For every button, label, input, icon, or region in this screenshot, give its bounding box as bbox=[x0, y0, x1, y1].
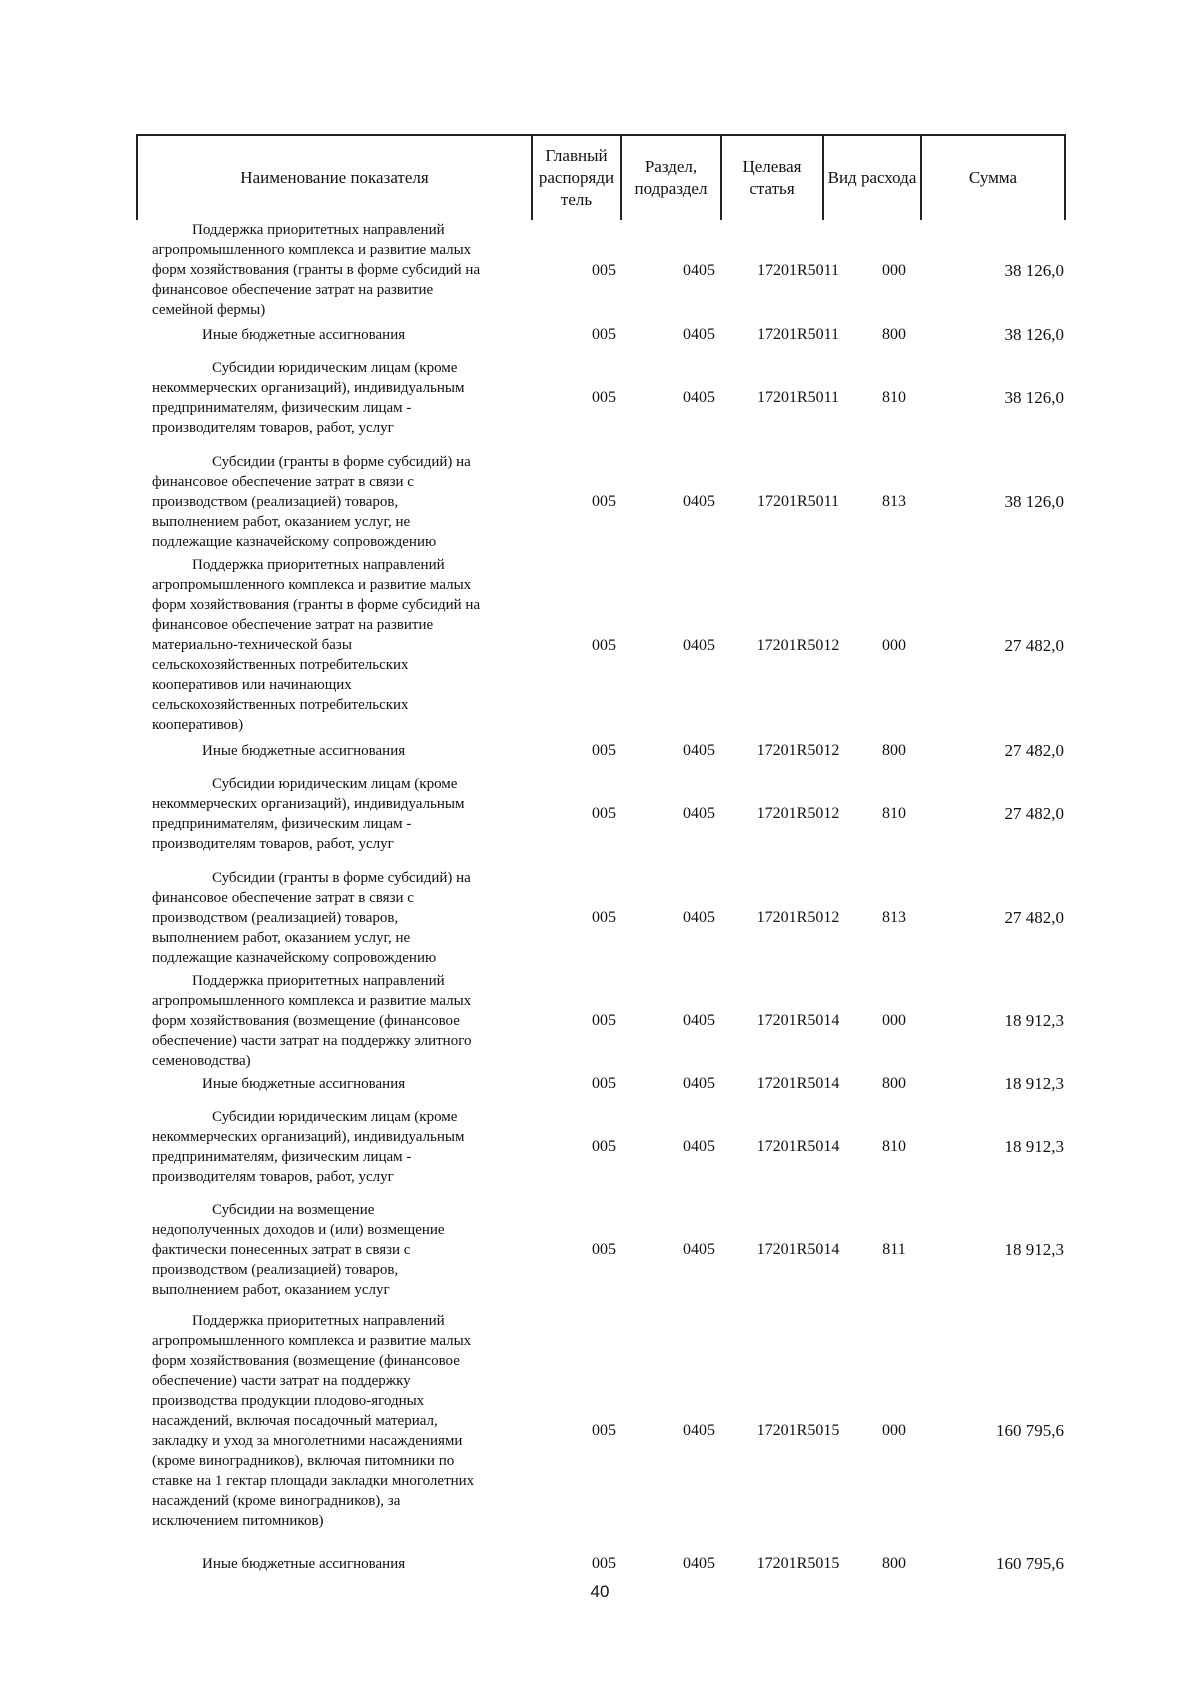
cell-vid: 000 bbox=[882, 1012, 906, 1029]
cell-vid: 800 bbox=[882, 1555, 906, 1572]
row-name: Поддержка приоритетных направлений агропромышленного комплекса и развитие малых форм хозяйствования (возмещение (финансовое обеспечение) части затрат на поддержку производства продукции плодово-ягодных насаждений, включая посадочный материал, закладку и уход за многолетними насаждениями (кроме виноградников), включая питомники по ставке на 1 гектар площади закладки многолетних насаждений (кроме виноградников), за исключением питомников) bbox=[152, 1313, 475, 1529]
cell-vid: 800 bbox=[882, 742, 906, 759]
cell-glav: 005 bbox=[592, 1075, 616, 1092]
cell-vid: 813 bbox=[882, 493, 906, 510]
table-row bbox=[136, 358, 1066, 438]
header-summa: Сумма bbox=[968, 168, 1018, 187]
cell-glav: 005 bbox=[592, 389, 616, 406]
cell-glav: 005 bbox=[592, 637, 616, 654]
cell-vid: 813 bbox=[882, 909, 906, 926]
cell-cel: 17201R5014 bbox=[756, 1012, 840, 1029]
row-name: Субсидии юридическим лицам (кроме некоммерческих организаций), индивидуальным предпринимателям, физическим лицам - производителям товаров, работ, услуг bbox=[152, 360, 465, 436]
row-name: Субсидии (гранты в форме субсидий) на финансовое обеспечение затрат в связи с производством (реализацией) товаров, выполнением работ, оказанием услуг, не подлежащие казначейскому сопровождению bbox=[152, 870, 471, 966]
cell-vid: 810 bbox=[882, 389, 906, 406]
cell-cel: 17201R5014 bbox=[756, 1241, 840, 1258]
cell-cel: 17201R5015 bbox=[756, 1555, 840, 1572]
cell-glav: 005 bbox=[592, 1138, 616, 1155]
table-row bbox=[136, 555, 1066, 737]
table-row bbox=[136, 1200, 1066, 1300]
cell-glav: 005 bbox=[592, 262, 616, 279]
table-row bbox=[136, 741, 1066, 761]
cell-sum: 27 482,0 bbox=[1004, 741, 1064, 760]
cell-glav: 005 bbox=[592, 909, 616, 926]
cell-vid: 810 bbox=[882, 805, 906, 822]
table-row bbox=[136, 325, 1066, 345]
header-glav: Главный распоряди тель bbox=[538, 146, 615, 209]
cell-glav: 005 bbox=[592, 742, 616, 759]
cell-sum: 27 482,0 bbox=[1004, 636, 1064, 655]
cell-razdel: 0405 bbox=[683, 1241, 715, 1258]
header-border-right bbox=[1064, 134, 1066, 220]
row-name: Субсидии на возмещение недополученных доходов и (или) возмещение фактически понесенных затрат в связи с производством (реализацией) товаров, выполнением работ, оказанием услуг bbox=[152, 1202, 445, 1298]
cell-razdel: 0405 bbox=[683, 909, 715, 926]
cell-sum: 18 912,3 bbox=[1004, 1011, 1064, 1030]
cell-cel: 17201R5011 bbox=[756, 389, 840, 406]
cell-vid: 811 bbox=[882, 1241, 906, 1258]
row-name: Поддержка приоритетных направлений агропромышленного комплекса и развитие малых форм хозяйствования (возмещение (финансовое обеспечение) части затрат на поддержку элитного семеноводства) bbox=[152, 973, 472, 1069]
cell-sum: 38 126,0 bbox=[1004, 325, 1064, 344]
row-name: Иные бюджетные ассигнования bbox=[202, 743, 406, 759]
cell-razdel: 0405 bbox=[683, 1075, 715, 1092]
cell-cel: 17201R5012 bbox=[756, 637, 840, 654]
cell-vid: 000 bbox=[882, 637, 906, 654]
cell-glav: 005 bbox=[592, 1012, 616, 1029]
header-name: Наименование показателя bbox=[240, 168, 429, 187]
cell-sum: 160 795,6 bbox=[996, 1554, 1064, 1573]
cell-cel: 17201R5015 bbox=[756, 1422, 840, 1439]
cell-sum: 18 912,3 bbox=[1004, 1074, 1064, 1093]
cell-cel: 17201R5014 bbox=[756, 1075, 840, 1092]
cell-sum: 160 795,6 bbox=[996, 1421, 1064, 1440]
row-name: Поддержка приоритетных направлений агропромышленного комплекса и развитие малых форм хозяйствования (гранты в форме субсидий на финансовое обеспечение затрат на развитие семейной фермы) bbox=[152, 222, 481, 318]
cell-sum: 18 912,3 bbox=[1004, 1137, 1064, 1156]
row-name: Иные бюджетные ассигнования bbox=[202, 1076, 406, 1092]
cell-glav: 005 bbox=[592, 805, 616, 822]
row-name: Субсидии юридическим лицам (кроме некоммерческих организаций), индивидуальным предпринимателям, физическим лицам - производителям товаров, работ, услуг bbox=[152, 1109, 465, 1185]
table-row bbox=[136, 971, 1066, 1071]
cell-vid: 000 bbox=[882, 1422, 906, 1439]
header-celevaya: Целевая статья bbox=[742, 157, 802, 198]
table-row bbox=[136, 220, 1066, 322]
cell-cel: 17201R5011 bbox=[756, 493, 840, 510]
cell-glav: 005 bbox=[592, 1422, 616, 1439]
table-row bbox=[136, 774, 1066, 854]
table-row bbox=[136, 1107, 1066, 1187]
cell-razdel: 0405 bbox=[683, 493, 715, 510]
header-razdel: Раздел, подраздел bbox=[634, 157, 708, 198]
row-name: Иные бюджетные ассигнования bbox=[202, 327, 406, 343]
row-name: Иные бюджетные ассигнования bbox=[202, 1556, 406, 1572]
cell-sum: 38 126,0 bbox=[1004, 388, 1064, 407]
cell-cel: 17201R5011 bbox=[756, 262, 840, 279]
cell-razdel: 0405 bbox=[683, 262, 715, 279]
cell-razdel: 0405 bbox=[683, 742, 715, 759]
cell-glav: 005 bbox=[592, 1555, 616, 1572]
cell-razdel: 0405 bbox=[683, 389, 715, 406]
cell-razdel: 0405 bbox=[683, 1555, 715, 1572]
cell-vid: 800 bbox=[882, 1075, 906, 1092]
cell-razdel: 0405 bbox=[683, 326, 715, 343]
row-name: Субсидии юридическим лицам (кроме некоммерческих организаций), индивидуальным предпринимателям, физическим лицам - производителям товаров, работ, услуг bbox=[152, 776, 465, 852]
cell-cel: 17201R5014 bbox=[756, 1138, 840, 1155]
cell-glav: 005 bbox=[592, 326, 616, 343]
cell-sum: 38 126,0 bbox=[1004, 492, 1064, 511]
table-row bbox=[136, 1311, 1066, 1551]
cell-cel: 17201R5012 bbox=[756, 742, 840, 759]
cell-sum: 27 482,0 bbox=[1004, 804, 1064, 823]
page-number: 40 bbox=[590, 1582, 610, 1601]
cell-razdel: 0405 bbox=[683, 805, 715, 822]
row-name: Поддержка приоритетных направлений агропромышленного комплекса и развитие малых форм хозяйствования (гранты в форме субсидий на финансовое обеспечение затрат на развитие материально-технической базы сельскохозяйственных потребительских кооперативов или начинающих сельскохозяйственных потребительских кооперативов) bbox=[152, 557, 481, 733]
cell-sum: 18 912,3 bbox=[1004, 1240, 1064, 1259]
cell-cel: 17201R5012 bbox=[756, 909, 840, 926]
table-row bbox=[136, 452, 1066, 552]
cell-razdel: 0405 bbox=[683, 1422, 715, 1439]
table-header bbox=[136, 134, 1066, 220]
table-row bbox=[136, 1554, 1066, 1574]
cell-sum: 27 482,0 bbox=[1004, 908, 1064, 927]
cell-sum: 38 126,0 bbox=[1004, 261, 1064, 280]
cell-cel: 17201R5011 bbox=[756, 326, 840, 343]
cell-glav: 005 bbox=[592, 493, 616, 510]
row-name: Субсидии (гранты в форме субсидий) на финансовое обеспечение затрат в связи с производством (реализацией) товаров, выполнением работ, оказанием услуг, не подлежащие казначейскому сопровождению bbox=[152, 454, 471, 550]
table-row bbox=[136, 1074, 1066, 1094]
cell-glav: 005 bbox=[592, 1241, 616, 1258]
cell-razdel: 0405 bbox=[683, 1012, 715, 1029]
cell-razdel: 0405 bbox=[683, 1138, 715, 1155]
cell-vid: 810 bbox=[882, 1138, 906, 1155]
cell-vid: 800 bbox=[882, 326, 906, 343]
header-vid: Вид расхода bbox=[827, 168, 917, 187]
cell-razdel: 0405 bbox=[683, 637, 715, 654]
cell-cel: 17201R5012 bbox=[756, 805, 840, 822]
cell-vid: 000 bbox=[882, 262, 906, 279]
table-row bbox=[136, 868, 1066, 968]
